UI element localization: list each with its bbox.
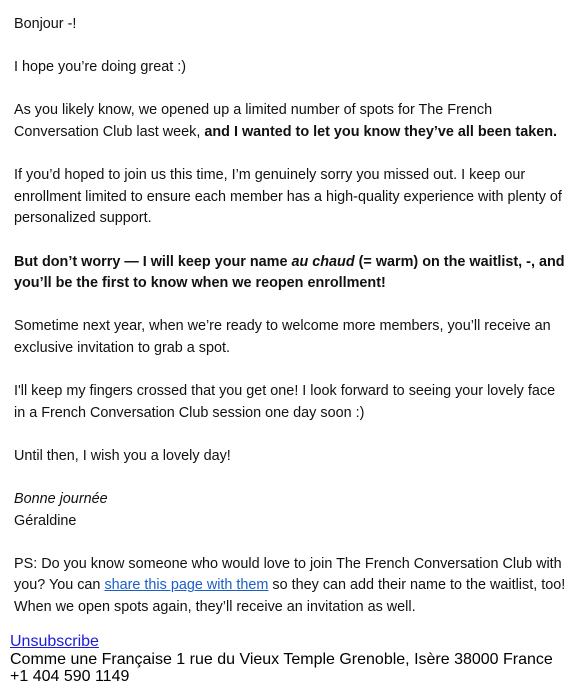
waitlist-bold-start: But don’t worry — I will keep your name	[14, 253, 292, 270]
share-page-link[interactable]: share this page with them	[104, 577, 269, 594]
greeting: Bonjour -!	[14, 16, 77, 32]
footer-address: Comme une Française 1 rue du Vieux Temple Grenoble, Isère 38000 France +1 404 590 1149	[10, 650, 553, 686]
paragraph-spots-text: As you likely know, we opened up a limited number of spots for The French Conversation Club last week,	[14, 102, 493, 140]
unsubscribe-link[interactable]: Unsubscribe	[10, 633, 99, 650]
ps-before: PS: Do you know someone who would love to join The French Conversation Club with you? You can	[14, 555, 562, 594]
paragraph-spots-bold: and I wanted to let you know they’ve all been taken.	[204, 123, 558, 140]
waitlist-bold-end: (= warm) on the waitlist, -, and you’ll be the first to know when we reopen enrollment!	[14, 253, 565, 292]
paragraph-until: Until then, I wish you a lovely day!	[14, 447, 231, 464]
email-body	[14, 14, 570, 640]
signature: Géraldine	[14, 512, 77, 529]
paragraph-sorry: If you’d hoped to join us this time, I’m genuinely sorry you missed out. I keep our enrollment limited to ensure each member has a high-quality experience with plenty of personalized support.	[14, 167, 562, 227]
paragraph-spots	[14, 100, 570, 143]
signoff	[14, 489, 570, 511]
paragraph-hope: I hope you’re doing great :)	[14, 59, 186, 76]
paragraph-next-year: Sometime next year, when we’re ready to welcome more members, you’ll receive an exclusive invitation to grab a spot.	[14, 318, 551, 356]
paragraph-waitlist	[14, 252, 570, 295]
paragraph-fingers: I'll keep my fingers crossed that you get one! I look forward to seeing your lovely face in a French Conversation Club session one day soon :)	[14, 383, 556, 421]
paragraph-ps	[14, 554, 570, 619]
signoff-text: Bonne journée	[14, 491, 108, 508]
waitlist-italic: au chaud	[291, 253, 355, 270]
ps-after: so they can add their name to the waitlist, too! When we open spots again, they’ll receive an invitation as well.	[14, 577, 566, 616]
email-footer	[10, 633, 570, 686]
